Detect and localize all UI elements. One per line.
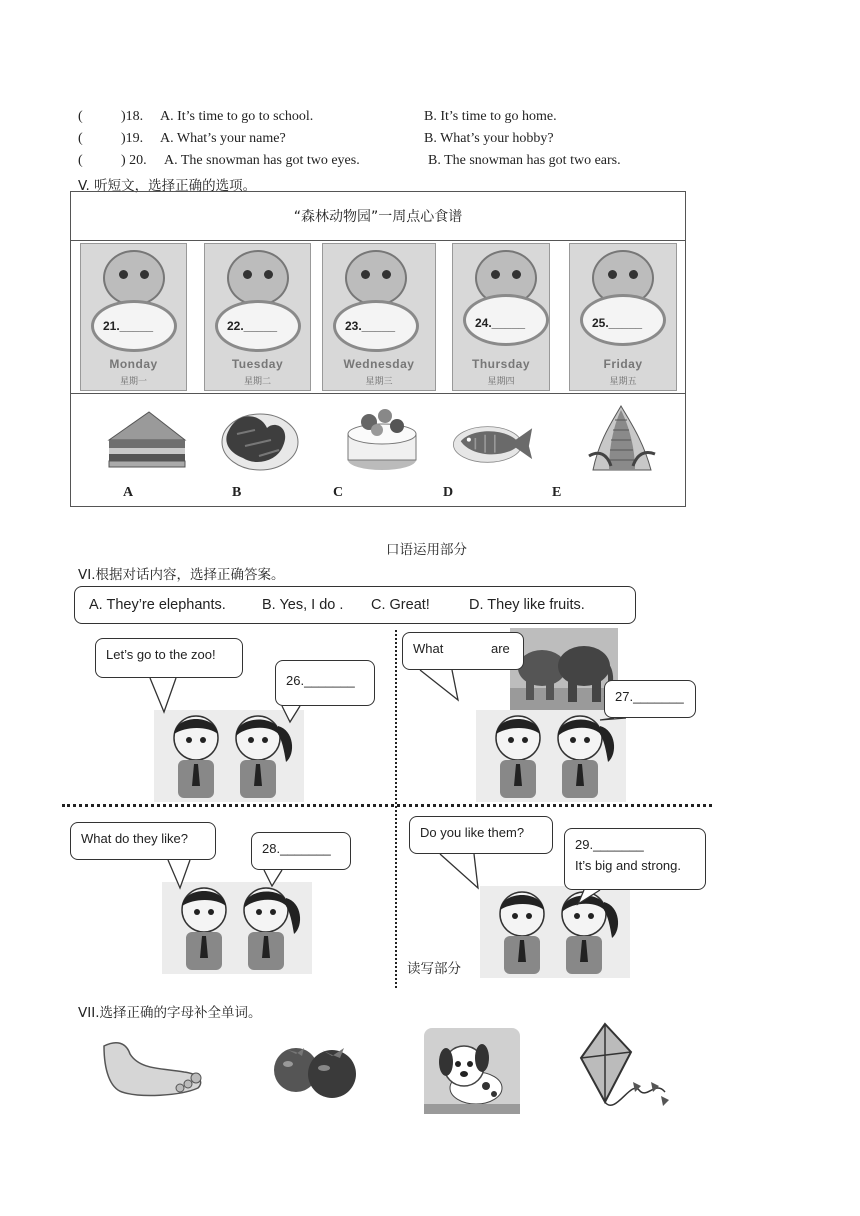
blank-23[interactable]: 23._____ — [345, 319, 396, 333]
speech-bubble: What do they like? — [70, 822, 216, 860]
day-label-zh: 星期三 — [365, 377, 393, 387]
option-c: C. Great! — [371, 597, 430, 613]
table-title: “森林动物园”一周点心食谱 — [293, 209, 463, 225]
blank-22[interactable]: 22._____ — [227, 319, 278, 333]
read-write-label: 读写部分 — [407, 961, 461, 977]
option-a: A. They’re elephants. — [89, 597, 226, 613]
answer-paren: ( — [78, 153, 83, 168]
answer-paren: ( — [78, 131, 83, 146]
day-label: Tuesday — [231, 357, 284, 371]
blank-21[interactable]: 21._____ — [103, 319, 154, 333]
blank-29[interactable] — [564, 828, 706, 890]
oral-section-title: 口语运用部分 — [386, 542, 467, 558]
day-label-zh: 星期一 — [119, 377, 147, 387]
blank-25[interactable]: 25._____ — [592, 316, 643, 330]
question-number: ) 20. — [121, 153, 147, 168]
option-a: A. It’s time to go to school. — [160, 109, 314, 124]
day-label-zh: 星期四 — [487, 377, 515, 387]
option-a: A. The snowman has got two eyes. — [164, 153, 360, 168]
option-a: A. What’s your name? — [160, 131, 286, 146]
blank-29-label: 29._______ — [575, 837, 644, 852]
blank-28[interactable]: 28._______ — [251, 832, 351, 870]
blank-26[interactable]: 26._______ — [275, 660, 375, 706]
option-b: B. Yes, I do . — [262, 597, 344, 613]
day-label-zh: 星期五 — [609, 377, 637, 387]
food-label-c: C — [333, 485, 344, 500]
section-5-heading: V. 听短文，选择正确的选项。 — [78, 178, 257, 194]
day-label: Friday — [603, 357, 643, 371]
food-label-e: E — [552, 485, 562, 500]
bubble-text: It’s big and strong. — [575, 858, 681, 873]
question-number: )19. — [121, 131, 144, 146]
day-label: Wednesday — [343, 357, 415, 371]
option-b: B. It’s time to go home. — [424, 109, 557, 124]
food-label-d: D — [443, 485, 454, 500]
section-6-heading: VI.根据对话内容，选择正确答案。 — [78, 567, 285, 583]
speech-bubble — [402, 632, 524, 670]
blank-27[interactable]: 27._______ — [604, 680, 696, 718]
speech-bubble: Do you like them? — [409, 816, 553, 854]
option-b: B. The snowman has got two ears. — [428, 153, 621, 168]
option-d: D. They like fruits. — [469, 597, 585, 613]
bubble-text: What — [413, 641, 444, 656]
day-label-zh: 星期二 — [243, 377, 271, 387]
blank-24[interactable]: 24._____ — [475, 316, 526, 330]
speech-bubble: Let’s go to the zoo! — [95, 638, 243, 678]
food-label-a: A — [123, 485, 134, 500]
section-7-heading: VII.选择正确的字母补全单词。 — [78, 1005, 262, 1021]
day-label: Monday — [109, 357, 158, 371]
day-label: Thursday — [471, 357, 530, 371]
food-label-b: B — [232, 485, 242, 500]
answer-paren: ( — [78, 109, 83, 124]
bubble-text: are — [491, 641, 510, 656]
option-b: B. What’s your hobby? — [424, 131, 554, 146]
question-number: )18. — [121, 109, 144, 124]
